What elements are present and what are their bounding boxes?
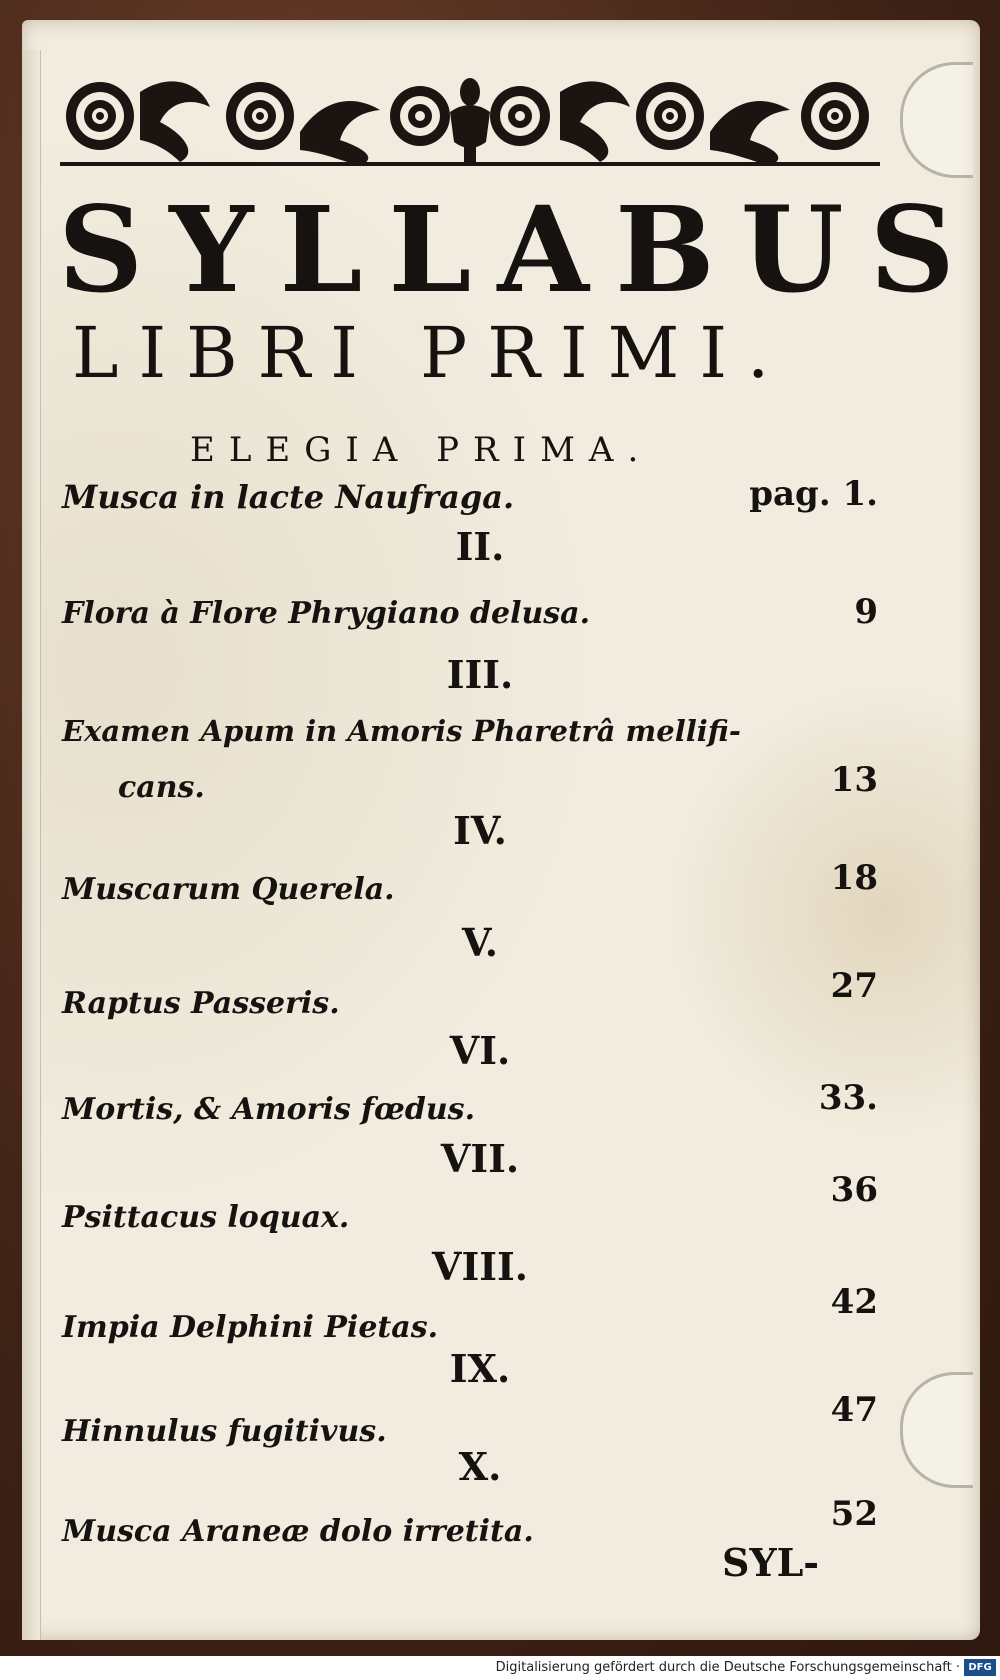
- catchword: SYL-: [722, 1540, 820, 1585]
- rosette-ornament-4: [490, 86, 550, 146]
- toc-entry-title: Hinnulus fugitivus.: [62, 1414, 387, 1449]
- leaf-ornament-4: [710, 101, 790, 166]
- toc-entry-title: Musca Araneæ dolo irretita.: [62, 1514, 534, 1549]
- rosette-ornament-1: [66, 82, 134, 150]
- leaf-ornament-2: [300, 101, 380, 166]
- toc-entry-page: 42: [830, 1282, 878, 1322]
- leaf-ornament-1: [140, 81, 210, 162]
- toc-entry-page: 52: [830, 1494, 878, 1534]
- toc-entry-number: VI.: [449, 1028, 511, 1073]
- toc-entry-title: Impia Delphini Pietas.: [62, 1310, 439, 1345]
- toc-entry-number: III.: [446, 652, 514, 697]
- acorn-ornament-center: [450, 78, 490, 164]
- page-title: SYLLABUS: [58, 180, 981, 319]
- toc-entry-title-continued: cans.: [118, 770, 205, 805]
- rosette-ornament-3: [390, 86, 450, 146]
- rosette-ornament-5: [636, 82, 704, 150]
- toc-entry-page: pag. 1.: [749, 474, 878, 514]
- toc-entry-title: Raptus Passeris.: [62, 986, 340, 1021]
- dfg-logo: DFG: [964, 1659, 996, 1676]
- toc-entry-number: IV.: [453, 808, 507, 853]
- rosette-ornament-6: [801, 82, 869, 150]
- toc-entry-title: Examen Apum in Amoris Pharetrâ mellifi-: [62, 714, 741, 748]
- toc-entry-page: 18: [830, 858, 878, 898]
- toc-entry-number: IX.: [449, 1346, 511, 1391]
- toc-entry-title: Psittacus loquax.: [62, 1200, 350, 1235]
- woodcut-ornament-band: [60, 62, 880, 170]
- toc-entry-number: VIII.: [431, 1244, 529, 1289]
- toc-entry-page: 33.: [818, 1078, 878, 1118]
- toc-entry-number: VII.: [440, 1136, 520, 1181]
- toc-entry-page: 9: [854, 592, 878, 632]
- toc-entry-page: 36: [830, 1170, 878, 1210]
- rosette-ornament-2: [226, 82, 294, 150]
- leaf-ornament-3: [560, 81, 630, 162]
- toc-entry-number: X.: [458, 1444, 502, 1489]
- toc-entry-title: Flora à Flore Phrygiano delusa.: [62, 596, 591, 631]
- footer-bar: [0, 1656, 1000, 1680]
- toc-entry-title: Musca in lacte Naufraga.: [62, 478, 515, 516]
- toc-entry-number: II.: [455, 524, 505, 569]
- toc-entry-page: 13: [830, 760, 878, 800]
- toc-entry-title: Muscarum Querela.: [62, 872, 395, 907]
- toc-entry-page: 47: [830, 1390, 878, 1430]
- footer-credit: Digitalisierung gefördert durch die Deutsche Forschungsgemeinschaft ·: [495, 1660, 960, 1675]
- page-subtitle: LIBRI PRIMI.: [72, 312, 790, 394]
- section-heading: ELEGIA PRIMA.: [190, 430, 653, 470]
- toc-entry-title: Mortis, & Amoris fœdus.: [62, 1092, 476, 1127]
- toc-entry-number: V.: [461, 920, 499, 965]
- toc-entry-page: 27: [830, 966, 878, 1006]
